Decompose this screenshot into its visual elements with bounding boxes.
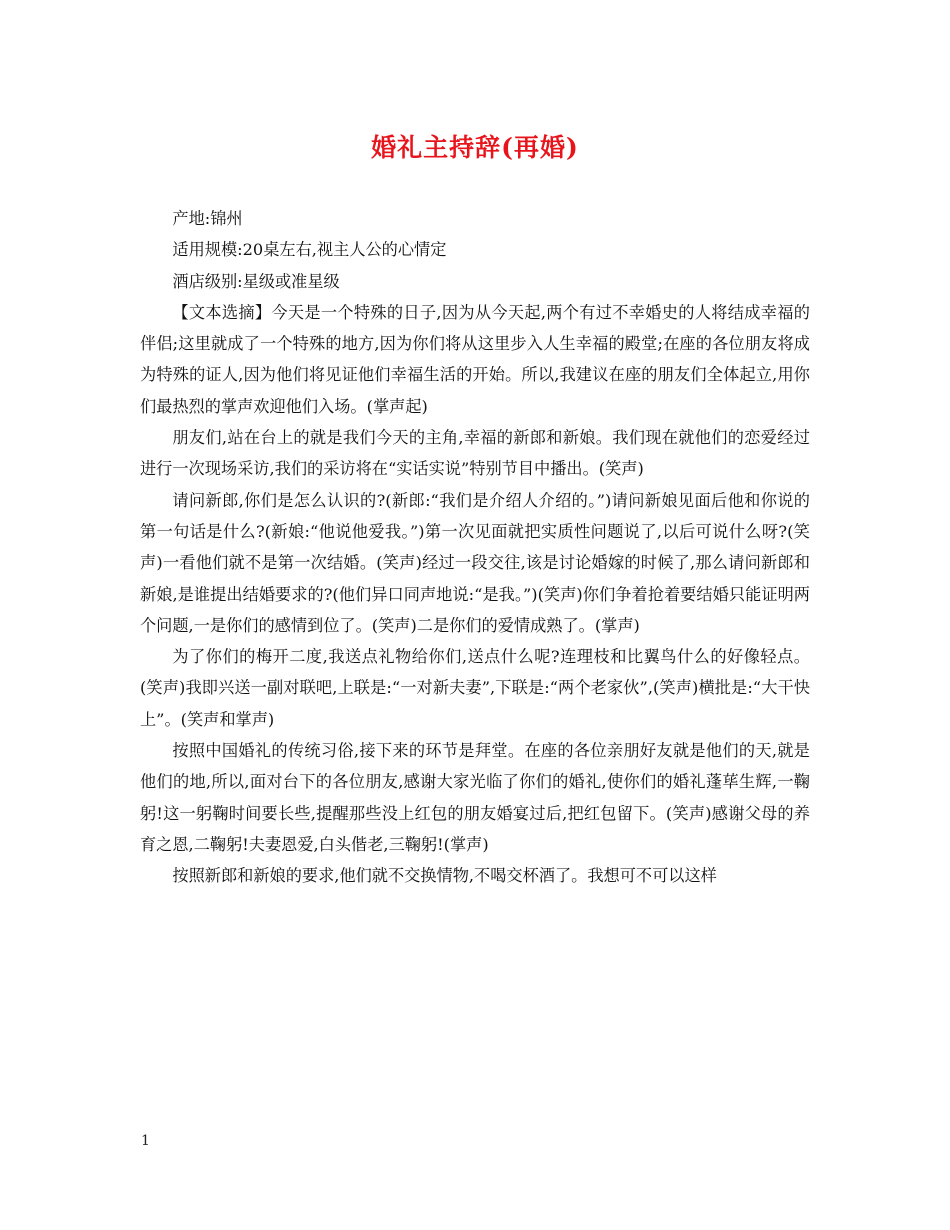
paragraph-bowing: 按照中国婚礼的传统习俗,接下来的环节是拜堂。在座的各位亲朋好友就是他们的天,就是他们的地,所以,面对台下的各位朋友,感谢大家光临了你们的婚礼,使你们的婚礼蓬荜生辉,一鞠躬!这一躬鞠时间要长些,提醒那些没上红包的朋友婚宴过后,把红包留下。(笑声)感谢父母的养育之恩,二鞠躬!夫妻恩爱,白头偕老,三鞠躬!(掌声) — [140, 741, 810, 854]
paragraph-interview: 请问新郎,你们是怎么认识的?(新郎:“我们是介绍人介绍的。”)请问新娘见面后他和你说的第一句话是什么?(新娘:“他说他爱我。”)第一次见面就把实质性问题说了,以后可说什么呀?(笑声)一看他们就不是第一次结婚。(笑声)经过一段交往,该是讨论婚嫁的时候了,那么请问新郎和新娘,是谁提出结婚要求的?(他们异口同声地说:“是我。”)(笑声)你们争着抢着要结婚只能证明两个问题,一是你们的感情到位了。(笑声)二是你们的爱情成熟了。(掌声) — [140, 490, 810, 635]
document-body — [140, 203, 810, 892]
document-title: 婚礼主持辞(再婚) — [371, 133, 579, 162]
paragraph-gift: 为了你们的梅开二度,我送点礼物给你们,送点什么呢?连理枝和比翼鸟什么的好像轻点。(笑声)我即兴送一副对联吧,上联是:“一对新夫妻”,下联是:“两个老家伙”,(笑声)横批是:“大干快上”。(笑声和掌声) — [140, 647, 810, 729]
paragraph-excerpt-opening: 【文本选摘】今天是一个特殊的日子,因为从今天起,两个有过不幸婚史的人将结成幸福的伴侣;这里就成了一个特殊的地方,因为你们将从这里步入人生幸福的殿堂;在座的各位朋友将成为特殊的证人,因为他们将见证他们幸福生活的开始。所以,我建议在座的朋友们全体起立,用你们最热烈的掌声欢迎他们入场。(掌声起) — [140, 302, 810, 416]
paragraph-origin: 产地:锦州 — [172, 209, 243, 228]
page-number: 1 — [141, 1133, 150, 1149]
paragraph-hotel-level: 酒店级别:星级或准星级 — [172, 271, 340, 291]
paragraph-closing: 按照新郎和新娘的要求,他们就不交换情物,不喝交杯酒了。我想可不可以这样 — [172, 866, 717, 886]
paragraph-scale: 适用规模:20桌左右,视主人公的心情定 — [172, 240, 447, 260]
paragraph-interview-intro: 朋友们,站在台上的就是我们今天的主角,幸福的新郎和新娘。我们现在就他们的恋爱经过进行一次现场采访,我们的采访将在“实话实说”特别节目中播出。(笑声) — [140, 428, 810, 479]
